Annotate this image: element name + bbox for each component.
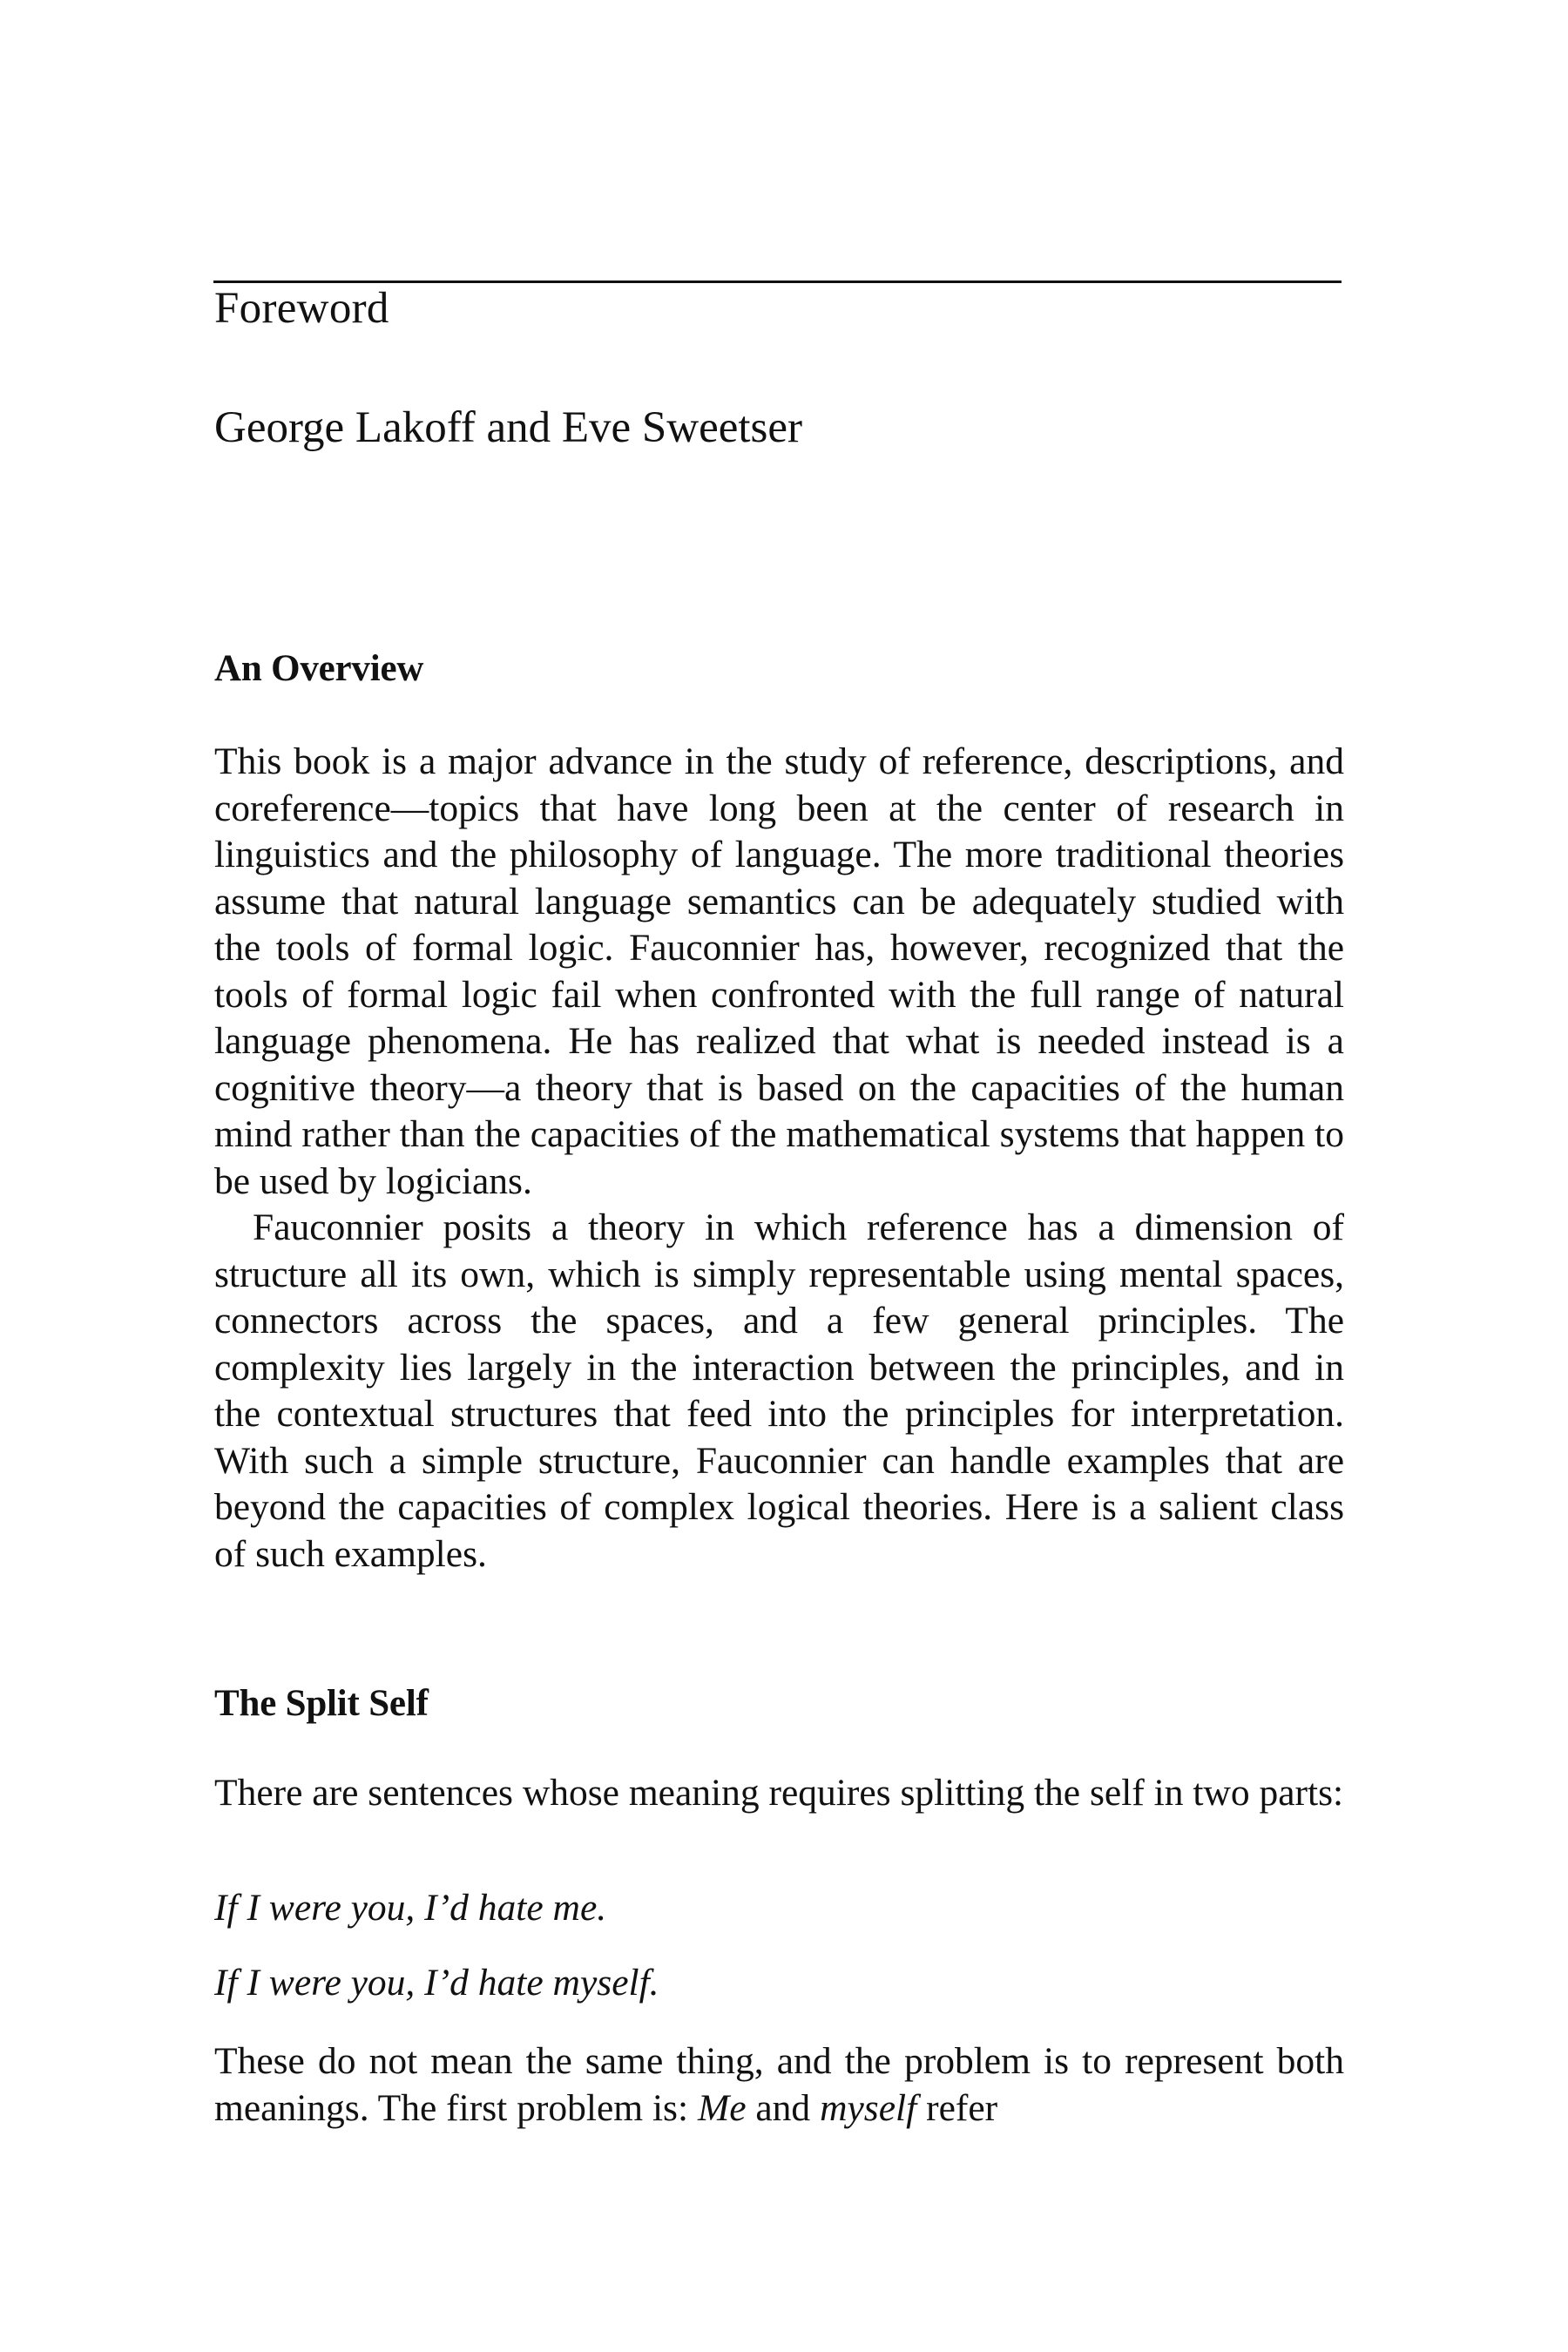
section-heading-split-self: The Split Self [214, 1683, 429, 1724]
continuation-emphasis-myself: myself [820, 2086, 917, 2129]
split-self-continuation [214, 2038, 1344, 2132]
continuation-text-1: These do not mean the same thing, and the problem is to represent both meanings. The first problem is: [214, 2040, 1344, 2129]
split-self-continuation-paragraph [214, 2038, 1344, 2132]
overview-paragraph-2: Fauconnier posits a theory in which reference has a dimension of structure all its own, which is simply representable using mental spaces, connectors across the spaces, and a few general principles. The complexity lies largely in the interaction between the principles, and in the contextual structures that feed into the principles for interpretation. With such a simple structure, Fauconnier can handle examples that are beyond the capacities of complex logical theories. Here is a salient class of such examples. [214, 1206, 1344, 1575]
continuation-text-2: and [746, 2086, 821, 2129]
overview-paragraph-1: This book is a major advance in the study of reference, descriptions, and coreference—topics that have long been at the center of research in linguistics and the philosophy of language. The more traditional theories assume that natural language semantics can be adequately studied with the tools of formal logic. Fauconnier has, however, recognized that the tools of formal logic fail when confronted with the full range of natural language phenomena. He has realized that what is needed instead is a cognitive theory—a theory that is based on the capacities of the human mind rather than the capacities of the mathematical systems that happen to be used by logicians. [214, 740, 1344, 1202]
overview-text [214, 739, 1344, 1578]
authors-line: George Lakoff and Eve Sweetser [214, 403, 803, 452]
example-sentence-1: If I were you, I’d hate me. [214, 1887, 607, 1929]
split-self-intro-paragraph: There are sentences whose meaning requires splitting the self in two parts: [214, 1772, 1344, 1814]
continuation-emphasis-me: Me [697, 2086, 747, 2129]
chapter-title: Foreword [214, 284, 389, 333]
split-self-intro [214, 1770, 1344, 1817]
continuation-text-3: refer [916, 2086, 998, 2129]
section-heading-overview: An Overview [214, 648, 424, 689]
example-sentence-2: If I were you, I’d hate myself. [214, 1962, 659, 2004]
